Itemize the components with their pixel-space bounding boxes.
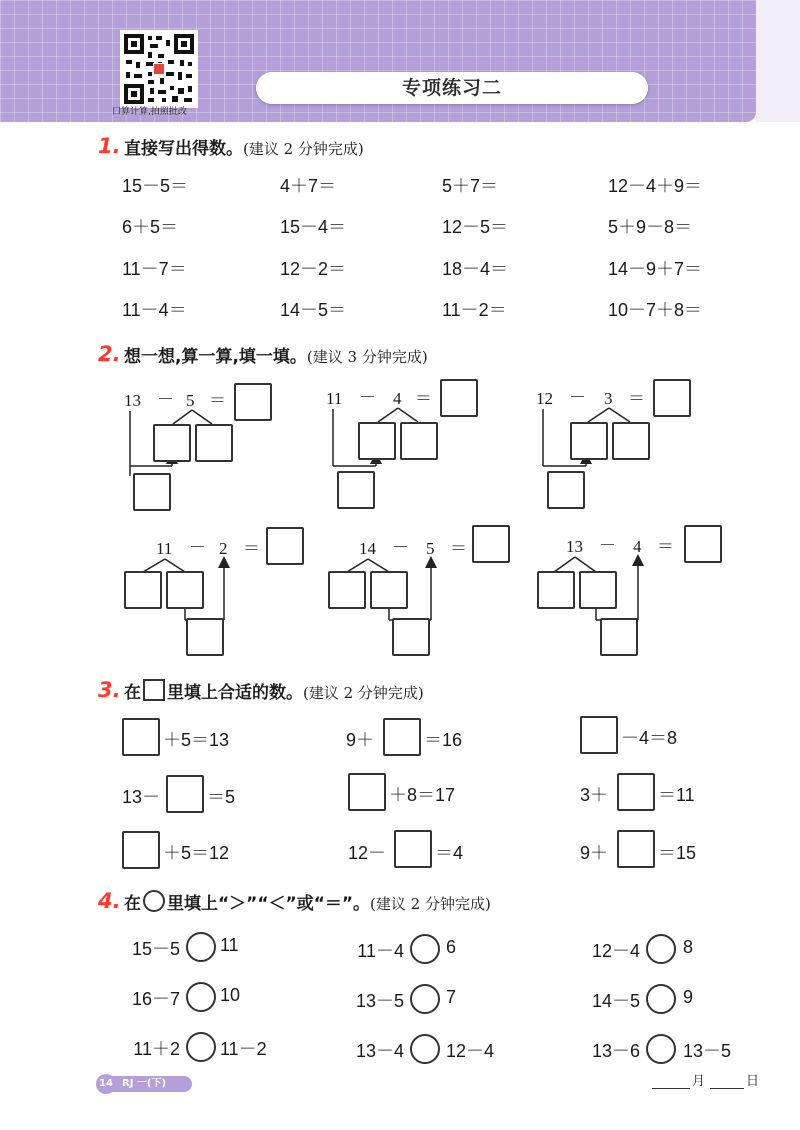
calc-item: 11－4＝ [122, 300, 187, 320]
blank-box[interactable] [580, 716, 618, 754]
section4-number: 4. [98, 889, 121, 913]
compare-left: 11＋2 [133, 1039, 180, 1059]
section1-hint: (建议 2 分钟完成) [243, 140, 364, 158]
blank-box[interactable] [348, 773, 386, 811]
compare-circle[interactable] [410, 984, 440, 1014]
day-label: 日 [746, 1074, 760, 1089]
blank-box[interactable] [122, 718, 160, 756]
calc-item: 14－5＝ [280, 300, 347, 320]
fill-item-right: ＝5 [207, 787, 236, 807]
calc-item: 12－4＋9＝ [608, 176, 703, 196]
fill-item-left: 9＋ [346, 730, 375, 750]
fill-item-left: 3＋ [580, 785, 609, 805]
compare-circle[interactable] [186, 982, 216, 1012]
month-label: 月 [692, 1074, 706, 1089]
figure-operator: － [569, 388, 586, 407]
calc-item: 15－5＝ [122, 176, 189, 196]
section4-title-post: 里填上“＞”“＜”或“＝”。 [167, 894, 371, 914]
blank-box[interactable] [383, 718, 421, 756]
section3-title-post: 里填上合适的数。 [167, 683, 303, 703]
figure-equals: ＝ [657, 537, 674, 556]
result-box[interactable] [186, 618, 224, 656]
box-icon [143, 679, 165, 701]
fill-item-left: 12－ [348, 843, 387, 863]
calc-item: 4＋7＝ [280, 176, 337, 196]
compare-left: 12－4 [591, 941, 640, 961]
compare-circle[interactable] [646, 1034, 676, 1064]
fill-item-right: －4＝8 [621, 728, 678, 748]
fill-item-left: 13－ [122, 787, 161, 807]
split-box[interactable] [370, 571, 408, 609]
compare-right: 11 [220, 935, 239, 955]
compare-right: 8 [683, 937, 694, 957]
figure-minuend: 13 [124, 391, 141, 410]
qr-caption: 口算计算,拍照批改 [112, 107, 187, 117]
figure-subtrahend: 3 [604, 389, 613, 408]
figure-minuend: 12 [536, 389, 553, 408]
split-box[interactable] [328, 571, 366, 609]
figure-operator: － [359, 388, 376, 407]
calc-item: 5＋9－8＝ [608, 217, 693, 237]
section2-title-text: 想一想,算一算,填一填。 [124, 347, 307, 367]
compare-right: 10 [220, 985, 241, 1005]
section3-title [124, 678, 424, 703]
compare-right: 12－4 [446, 1041, 495, 1061]
calc-item: 10－7＋8＝ [608, 300, 703, 320]
day-line[interactable] [710, 1088, 744, 1089]
compare-circle[interactable] [410, 1034, 440, 1064]
figure-subtrahend: 4 [633, 537, 642, 556]
split-box[interactable] [153, 424, 191, 462]
fill-item-right: ＝11 [658, 785, 695, 805]
compare-right: 11－2 [220, 1039, 267, 1059]
result-box[interactable] [392, 618, 430, 656]
split-box[interactable] [612, 422, 650, 460]
calc-item: 12－5＝ [442, 217, 509, 237]
section3-hint: (建议 2 分钟完成) [303, 684, 424, 702]
circle-icon [143, 890, 165, 912]
split-box[interactable] [195, 424, 233, 462]
calc-item: 11－2＝ [442, 300, 507, 320]
fill-item-right: ＝15 [658, 843, 697, 863]
split-box[interactable] [358, 422, 396, 460]
fill-item-left: 9＋ [580, 843, 609, 863]
answer-box[interactable] [653, 379, 691, 417]
figure-subtrahend: 2 [219, 539, 228, 558]
calc-item: 5＋7＝ [442, 176, 499, 196]
section1-number: 1. [98, 134, 121, 158]
fill-item-right: ＋5＝12 [163, 843, 230, 863]
compare-left: 11－4 [357, 941, 404, 961]
compare-right: 7 [446, 987, 457, 1007]
figure-subtrahend: 5 [426, 539, 435, 558]
section3-title-pre: 在 [124, 683, 141, 703]
compare-circle[interactable] [186, 1032, 216, 1062]
edition-label: RJ 一(下) [110, 1076, 192, 1092]
compare-left: 13－6 [591, 1041, 640, 1061]
section4-hint: (建议 2 分钟完成) [370, 895, 491, 913]
compare-left: 13－5 [355, 991, 404, 1011]
section1-title-text: 直接写出得数。 [124, 139, 243, 159]
answer-box[interactable] [234, 383, 272, 421]
blank-box[interactable] [617, 773, 655, 811]
figure-operator: － [599, 536, 616, 555]
result-box[interactable] [133, 473, 171, 511]
compare-circle[interactable] [410, 934, 440, 964]
page-number: 14 [96, 1074, 116, 1094]
calc-item: 6＋5＝ [122, 217, 179, 237]
blank-box[interactable] [394, 830, 432, 868]
figure-minuend: 11 [326, 389, 343, 408]
section2-number: 2. [98, 342, 121, 366]
compare-right: 6 [446, 937, 457, 957]
figure-equals: ＝ [628, 389, 645, 408]
split-box[interactable] [570, 422, 608, 460]
figure-equals: ＝ [243, 539, 260, 558]
compare-left: 14－5 [591, 991, 640, 1011]
result-box[interactable] [337, 471, 375, 509]
figure-equals: ＝ [415, 389, 432, 408]
calc-item: 18－4＝ [442, 259, 509, 279]
compare-left: 13－4 [355, 1041, 404, 1061]
figure-operator: － [189, 538, 206, 557]
month-line[interactable] [652, 1088, 690, 1089]
figure-minuend: 14 [359, 539, 376, 558]
compare-left: 16－7 [131, 989, 180, 1009]
calc-item: 11－7＝ [122, 259, 187, 279]
fill-item-right: ＝4 [435, 843, 464, 863]
figure-equals: ＝ [209, 391, 226, 410]
compare-circle[interactable] [186, 932, 216, 962]
fill-item-right: ＋5＝13 [163, 730, 230, 750]
compare-circle[interactable] [646, 984, 676, 1014]
figure-operator: － [157, 390, 174, 409]
answer-box[interactable] [472, 525, 510, 563]
figure-minuend: 13 [566, 537, 583, 556]
result-box[interactable] [600, 618, 638, 656]
compare-left: 15－5 [131, 939, 180, 959]
compare-right: 13－5 [683, 1041, 732, 1061]
split-box[interactable] [166, 571, 204, 609]
split-box[interactable] [124, 571, 162, 609]
page-title: 专项练习二 [256, 72, 648, 104]
answer-box[interactable] [440, 379, 478, 417]
section4-title-pre: 在 [124, 894, 141, 914]
section2-hint: (建议 3 分钟完成) [306, 348, 428, 366]
answer-box[interactable] [684, 525, 722, 563]
figure-subtrahend: 4 [393, 389, 402, 408]
figure-operator: － [392, 538, 409, 557]
split-box[interactable] [579, 571, 617, 609]
figure-minuend: 11 [156, 539, 173, 558]
figure-equals: ＝ [450, 539, 467, 558]
section4-title [124, 889, 491, 914]
figure-subtrahend: 5 [186, 391, 195, 410]
compare-right: 9 [683, 987, 694, 1007]
split-box[interactable] [537, 571, 575, 609]
blank-box[interactable] [166, 775, 204, 813]
answer-box[interactable] [266, 527, 304, 565]
calc-item: 12－2＝ [280, 259, 347, 279]
compare-circle[interactable] [646, 934, 676, 964]
fill-item-right: ＋8＝17 [389, 785, 456, 805]
split-box[interactable] [400, 422, 438, 460]
calc-item: 14－9＋7＝ [608, 259, 703, 279]
blank-box[interactable] [122, 831, 160, 869]
blank-box[interactable] [617, 830, 655, 868]
result-box[interactable] [547, 471, 585, 509]
fill-item-right: ＝16 [424, 730, 463, 750]
calc-item: 15－4＝ [280, 217, 347, 237]
section3-number: 3. [98, 678, 121, 702]
